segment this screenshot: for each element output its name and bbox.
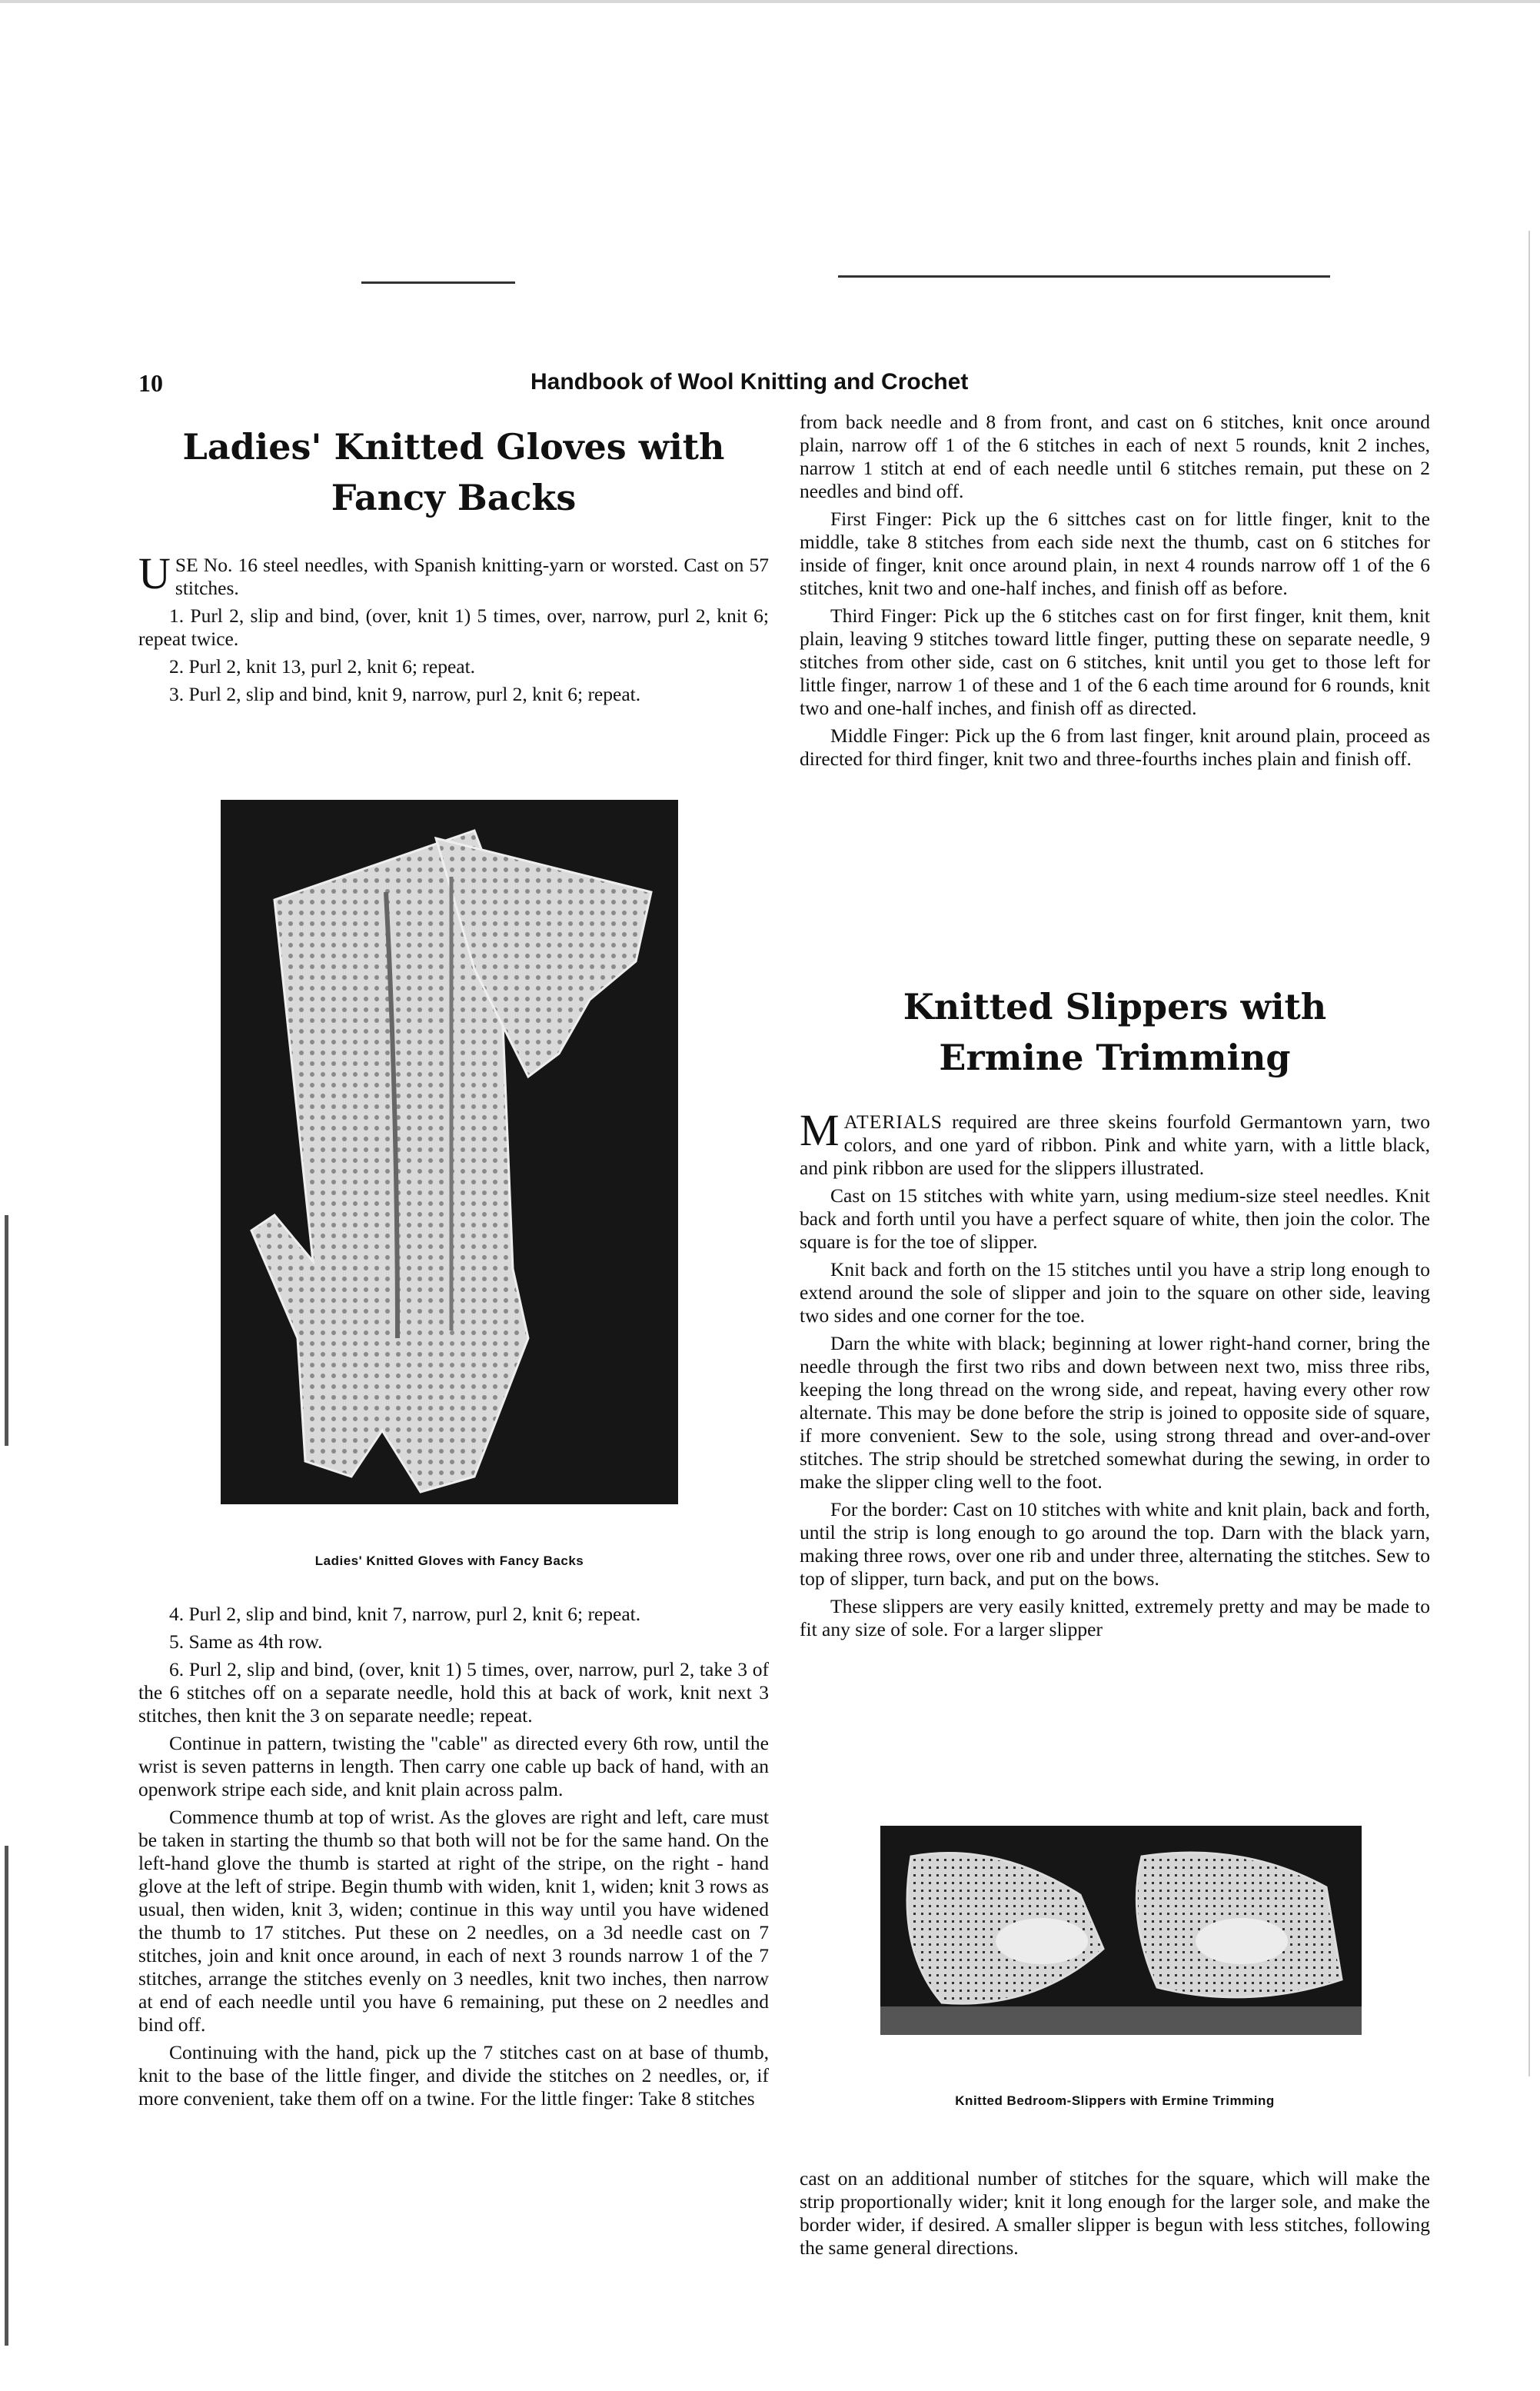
border-paragraph: For the border: Cast on 10 stitches with white and knit plain, back and forth, until the strip is long enough to go around the top. Darn with the black yarn, making three rows, over one rib and under three, alternating the stitches. Sew to top of slipper, turn back, and put on the bows. (800, 1498, 1430, 1590)
gloves-heading: Ladies' Knitted Gloves with Fancy Backs (182, 426, 725, 518)
gloves-section-top (138, 421, 769, 711)
gloves-photo (221, 800, 678, 1504)
gloves-section-bottom (138, 1603, 769, 2115)
slippers-final (800, 2167, 1430, 2264)
body-paragraph: Cast on 15 stitches with white yarn, using medium-size steel needles. Knit back and forth until you have a perfect square of white, then join the color. The square is for the toe of slipper. (800, 1184, 1430, 1253)
pattern-row-3: 3. Purl 2, slip and bind, knit 9, narrow, purl 2, knit 6; repeat. (169, 683, 641, 705)
first-finger-paragraph: First Finger: Pick up the 6 sittches cast on for little finger, knit to the middle, take 8 stitches from each side next the thumb, cast on 6 stitches for inside of finger, knit once around plain, in next 4 rounds narrow off 1 of the 6 stitches, knit two and one-half inches, and finish off as before. (800, 508, 1430, 599)
scan-smudge (838, 275, 1330, 278)
middle-finger-paragraph: Middle Finger: Pick up the 6 from last finger, knit around plain, proceed as directed for third finger, knit two and three-fourths inches plain and finish off. (800, 724, 1430, 770)
pattern-row-2: 2. Purl 2, knit 13, purl 2, knit 6; repeat. (169, 655, 476, 678)
slippers-section (800, 981, 1430, 1646)
page-top-edge (0, 0, 1540, 3)
body-paragraph: Darn the white with black; beginning at lower right-hand corner, bring the needle through the first two ribs and down between next two, miss three ribs, keeping the long thread on the wrong side, and repeat, having every other row alternate. This may be done before the strip is joined to opposite side of square, if more convenient. Sew to the sole, using strong thread and over-and-over stitches. The strip should be stretched somewhat during the sewing, in order to make the slipper cling well to the foot. (800, 1332, 1430, 1493)
book-title: Handbook of Wool Knitting and Crochet (531, 369, 969, 395)
body-paragraph: Commence thumb at top of wrist. As the gloves are right and left, care must be taken in starting the thumb so that both will not be for the same hand. On the left-hand glove the thumb is started at right of the stripe, on the right - hand glove at the left of stripe. Begin thumb with widen, knit 1, widen; knit 3 rows as usual, then widen, knit 3, widen; continue in this way until you have widened the thumb to 17 stitches. Put these on 2 needles, on a 3d needle cast on 7 stitches, join and knit once around, in each of next 3 rounds narrow 1 of the 7 stitches, arrange the stitches evenly on 3 needles, knit two inches, then narrow at end of each needle until you have 6 remaining, put these on 2 needles and bind off. (138, 1806, 769, 2036)
slippers-illustration (880, 1826, 1362, 2035)
body-paragraph: Continue in pattern, twisting the "cable" as directed every 6th row, until the wrist is seven patterns in length. Then carry one cable up back of hand, with an openwork stripe each side, and knit plain across palm. (138, 1732, 769, 1800)
dropcap-letter: M (800, 1105, 840, 1155)
pattern-row-6: 6. Purl 2, slip and bind, (over, knit 1) 5 times, over, narrow, purl 2, take 3 of the 6 stitches off on a separate needle, hold this at back of work, knit next 3 stitches, then knit the 3 on separate needle; repeat. (138, 1658, 769, 1727)
slippers-heading: Knitted Slippers with Ermine Trimming (903, 986, 1327, 1078)
gloves-continuation (800, 411, 1430, 775)
slippers-intro: MATERIALS required are three skeins fourfold Germantown yarn, two colors, and one yard of ribbon. Pink and white yarn, with a little black, and pink ribbon are used for the slippers illustrated. (800, 1105, 1430, 1179)
slippers-figure-caption: Knitted Bedroom-Slippers with Ermine Trimming (955, 2093, 1275, 2108)
body-paragraph: Continuing with the hand, pick up the 7 stitches cast on at base of thumb, knit to the base of the little finger, and divide the stitches on 2 needles, or, if more convenient, take them off on a twine. For the little finger: Take 8 stitches (138, 2041, 769, 2110)
gloves-figure-caption: Ladies' Knitted Gloves with Fancy Backs (314, 1553, 584, 1568)
body-paragraph: cast on an additional number of stitches for the square, which will make the strip proportionally wider; knit it long enough for the larger sole, and make the border wider, if desired. A smaller slipper is begun with less stitches, following the same general directions. (800, 2167, 1430, 2259)
body-paragraph: Knit back and forth on the 15 stitches until you have a strip long enough to extend around the sole of slipper and join to the square on other side, leaving two sides and one corner for the toe. (800, 1258, 1430, 1327)
scan-smudge (361, 281, 515, 284)
page-number: 10 (138, 369, 163, 397)
dropcap-letter: U (138, 548, 171, 598)
page-right-edge (1528, 231, 1530, 2076)
pattern-row-1: 1. Purl 2, slip and bind, (over, knit 1) 5 times, over, narrow, purl 2, knit 6; repeat twice. (138, 604, 769, 650)
pattern-row-4: 4. Purl 2, slip and bind, knit 7, narrow, purl 2, knit 6; repeat. (169, 1603, 641, 1625)
running-head (138, 369, 1415, 406)
scan-margin-mark (5, 1846, 8, 2346)
gloves-intro: USE No. 16 steel needles, with Spanish knitting-yarn or worsted. Cast on 57 stitches. (138, 548, 769, 599)
third-finger-paragraph: Third Finger: Pick up the 6 stitches cast on for first finger, knit them, knit plain, leaving 9 stitches toward little finger, putting these on separate needle, 9 stitches from other side, cast on 6 stitches, knit until you get to those left for little finger, narrow 1 of these and 1 of the 6 each time around for 6 rounds, knit two and one-half inches, and finish off as directed. (800, 604, 1430, 719)
pattern-row-5: 5. Same as 4th row. (169, 1630, 323, 1653)
body-paragraph: These slippers are very easily knitted, extremely pretty and may be made to fit any size of sole. For a larger slipper (800, 1595, 1430, 1640)
slippers-photo (880, 1826, 1362, 2035)
scan-margin-mark (5, 1215, 8, 1446)
body-paragraph: from back needle and 8 from front, and cast on 6 stitches, knit once around plain, narrow off 1 of the 6 stitches in each of next 5 rounds, knit 2 inches, narrow 1 stitch at end of each needle until 6 stitches remain, put these on 2 needles and bind off. (800, 411, 1430, 502)
gloves-illustration (221, 800, 678, 1504)
